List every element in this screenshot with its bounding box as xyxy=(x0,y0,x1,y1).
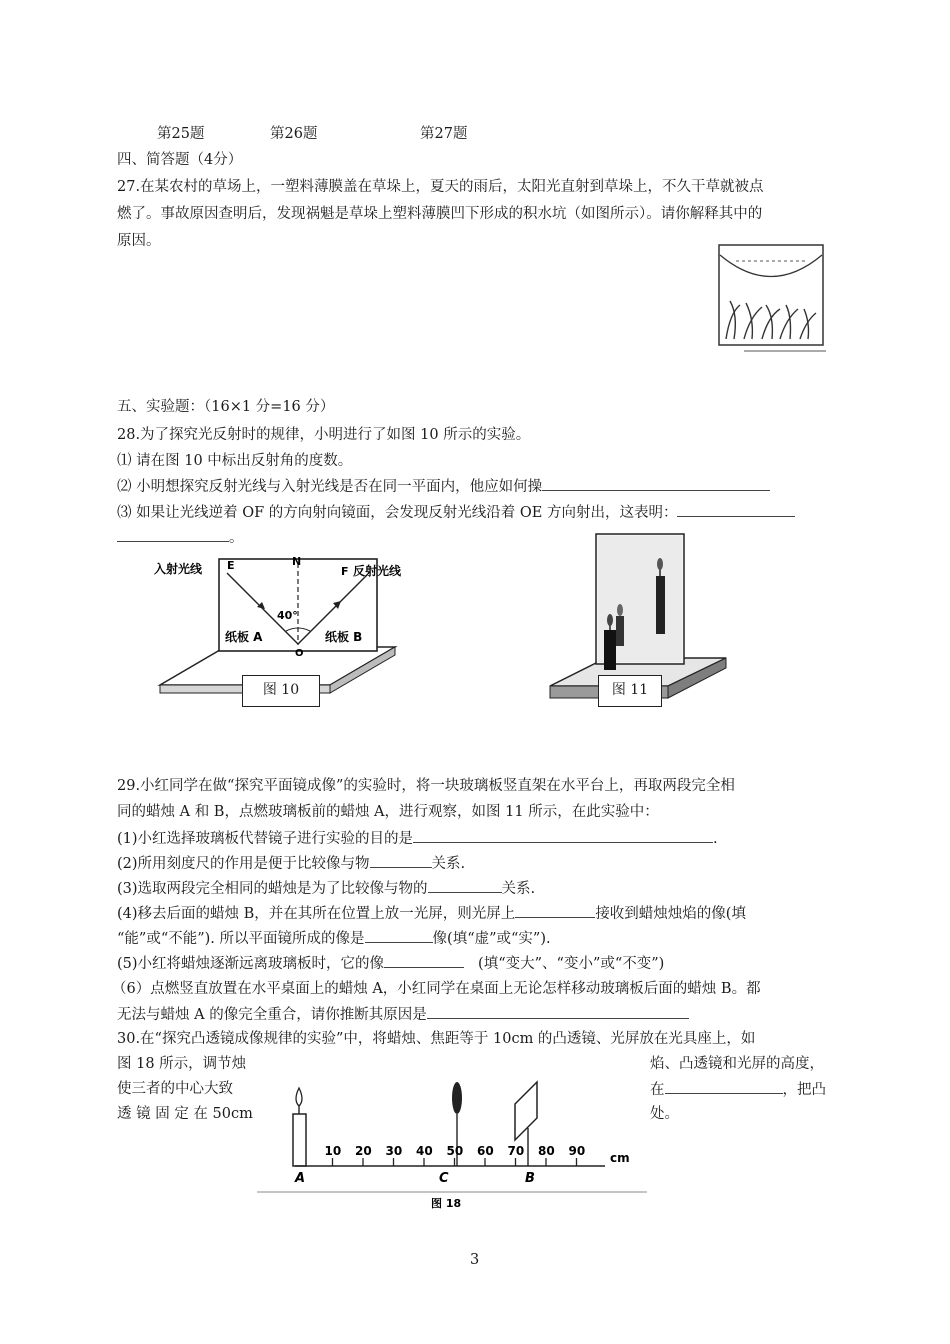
q29-part1-blank[interactable] xyxy=(413,828,713,843)
q28-part2-text: ⑵ 小明想探究反射光线与入射光线是否在同一平面内，他应如何操 xyxy=(117,479,543,495)
q29-part5 xyxy=(117,953,664,974)
figure-10-caption: 图 10 xyxy=(242,675,320,707)
q29-part4-blank-b[interactable] xyxy=(365,928,433,943)
board-a-label: 纸板 A xyxy=(225,630,263,644)
figure-18 xyxy=(255,1078,650,1210)
q30-line1: 30.在“探究凸透镜成像规律的实验”中，将蜡烛、焦距等于 10cm 的凸透镜、光屏放在光具座上，如 xyxy=(117,1031,756,1047)
scale-tick-label-30: 30 xyxy=(385,1144,403,1158)
q29-part6-line2 xyxy=(117,1004,689,1025)
label-a: A xyxy=(295,1171,306,1186)
q29-part3-text-a: (3)选取两段完全相同的蜡烛是为了比较像与物的 xyxy=(117,881,428,897)
caption-q27: 第27题 xyxy=(420,126,468,142)
q29-part2-text-b: 关系. xyxy=(431,856,466,872)
q29-part6-line1: （6）点燃竖直放置在水平桌面上的蜡烛 A，小红同学在桌面上无论怎样移动玻璃板后面的蜡烛 B。都 xyxy=(112,981,761,997)
q28-part2 xyxy=(117,476,770,497)
scale-tick-label-40: 40 xyxy=(416,1144,433,1158)
scale-tick-label-50: 50 xyxy=(446,1144,464,1158)
q29-part4-text-b: 接收到蜡烛烛焰的像(填 xyxy=(595,906,746,922)
q29-part1-end: . xyxy=(713,831,718,847)
q29-part4 xyxy=(117,903,746,924)
q27-figure xyxy=(716,243,828,355)
caption-q25: 第25题 xyxy=(157,126,205,142)
point-o-label: O xyxy=(295,648,304,659)
point-n-label: N xyxy=(292,555,302,568)
figure-18-caption: 图 18 xyxy=(431,1197,462,1210)
q29-part2-text-a: (2)所用刻度尺的作用是便于比较像与物 xyxy=(117,856,370,872)
q28-part3-blank-a[interactable] xyxy=(677,502,795,517)
point-f-label: F xyxy=(341,565,349,578)
q27-line2: 燃了。事故原因查明后，发现祸魁是草垛上塑料薄膜凹下形成的积水坑（如图所示）。请你解释其中的 xyxy=(117,206,763,222)
q28-part3-blank-b[interactable] xyxy=(117,527,229,542)
q27-line1: 27.在某农村的草场上，一塑料薄膜盖在草垛上，夏天的雨后，太阳光直射到草垛上，不久干草就被点 xyxy=(117,179,764,195)
q29-part3 xyxy=(117,878,535,899)
q28-part3-text: ⑶ 如果让光线逆着 OF 的方向射向镜面，会发现反射光线沿着 OE 方向射出，这表明： xyxy=(117,505,678,521)
q29-part2-blank[interactable] xyxy=(370,853,432,868)
reflected-ray-label: 反射光线 xyxy=(353,564,402,578)
q29-part6-blank[interactable] xyxy=(427,1004,689,1019)
q28-part3-cont xyxy=(117,527,244,548)
angle-label: 40° xyxy=(277,609,298,622)
q29-part4-text-d: 像(填“虚”或“实”). xyxy=(432,931,551,947)
q30-line4-right: 处。 xyxy=(650,1106,679,1122)
figure-11-caption: 图 11 xyxy=(598,675,662,707)
label-b: B xyxy=(525,1171,535,1186)
scale-tick-label-80: 80 xyxy=(538,1144,555,1158)
q30-line2-right: 焰、凸透镜和光屏的高度， xyxy=(650,1056,824,1072)
q29-line1: 29.小红同学在做“探究平面镜成像”的实验时，将一块玻璃板竖直架在水平台上，再取两段完全相 xyxy=(117,778,735,794)
q28-part3 xyxy=(117,502,795,523)
q30-line3-right xyxy=(650,1079,826,1100)
section-5-title: 五、实验题：（16×1 分=16 分） xyxy=(117,399,335,415)
scale-unit: cm xyxy=(610,1151,630,1165)
q30-line3-left: 使三者的中心大致 xyxy=(117,1081,233,1097)
q29-part4-text-c: “能”或“不能”). 所以平面镜所成的像是 xyxy=(117,931,365,947)
q29-part2 xyxy=(117,853,465,874)
q27-line3: 原因。 xyxy=(117,233,161,249)
q30-line4-left: 透 镜 固 定 在 50cm xyxy=(117,1106,253,1122)
q29-part5-text-a: (5)小红将蜡烛逐渐远离玻璃板时，它的像 xyxy=(117,956,385,972)
q29-part3-text-b: 关系. xyxy=(501,881,536,897)
q30-line3-text-b: ，把凸 xyxy=(782,1082,826,1098)
q30-blank[interactable] xyxy=(665,1079,783,1094)
q29-part4-text-a: (4)移去后面的蜡烛 B，并在其所在位置上放一光屏，则光屏上 xyxy=(117,906,516,922)
q29-part1 xyxy=(117,828,718,849)
label-c: C xyxy=(439,1171,449,1186)
q29-part4-cont xyxy=(117,928,551,949)
scale-ticks xyxy=(325,1144,586,1166)
scale-tick-label-70: 70 xyxy=(507,1144,525,1158)
section-4-title: 四、简答题（4分） xyxy=(117,152,243,168)
q28-part3-end: 。 xyxy=(229,530,244,546)
caption-q26: 第26题 xyxy=(270,126,318,142)
scale-tick-label-10: 10 xyxy=(324,1144,342,1158)
scale-tick-label-90: 90 xyxy=(568,1144,586,1158)
q28-intro: 28.为了探究光反射时的规律，小明进行了如图 10 所示的实验。 xyxy=(117,427,531,443)
board-b-label: 纸板 B xyxy=(325,630,363,644)
q28-part1: ⑴ 请在图 10 中标出反射角的度数。 xyxy=(117,453,353,469)
q29-part1-text: (1)小红选择玻璃板代替镜子进行实验的目的是 xyxy=(117,831,414,847)
q29-part3-blank[interactable] xyxy=(428,878,502,893)
q29-part6-text: 无法与蜡烛 A 的像完全重合，请你推断其原因是 xyxy=(117,1007,427,1023)
q30-line2-left: 图 18 所示，调节烛 xyxy=(117,1056,247,1072)
scale-tick-label-20: 20 xyxy=(355,1144,372,1158)
q28-part2-blank[interactable] xyxy=(542,476,770,491)
q29-line2: 同的蜡烛 A 和 B，点燃玻璃板前的蜡烛 A，进行观察，如图 11 所示，在此实验中： xyxy=(117,804,659,820)
q29-part5-text-b: (填“变大”、“变小”或“不变”) xyxy=(478,956,665,972)
incident-ray-label: 入射光线 xyxy=(154,562,203,576)
scale-tick-label-60: 60 xyxy=(477,1144,494,1158)
q29-part5-blank[interactable] xyxy=(384,953,464,968)
page-number: 3 xyxy=(470,1252,480,1268)
q30-line3-text-a: 在 xyxy=(650,1082,665,1098)
point-e-label: E xyxy=(227,559,235,572)
q29-part4-blank-a[interactable] xyxy=(515,903,595,918)
